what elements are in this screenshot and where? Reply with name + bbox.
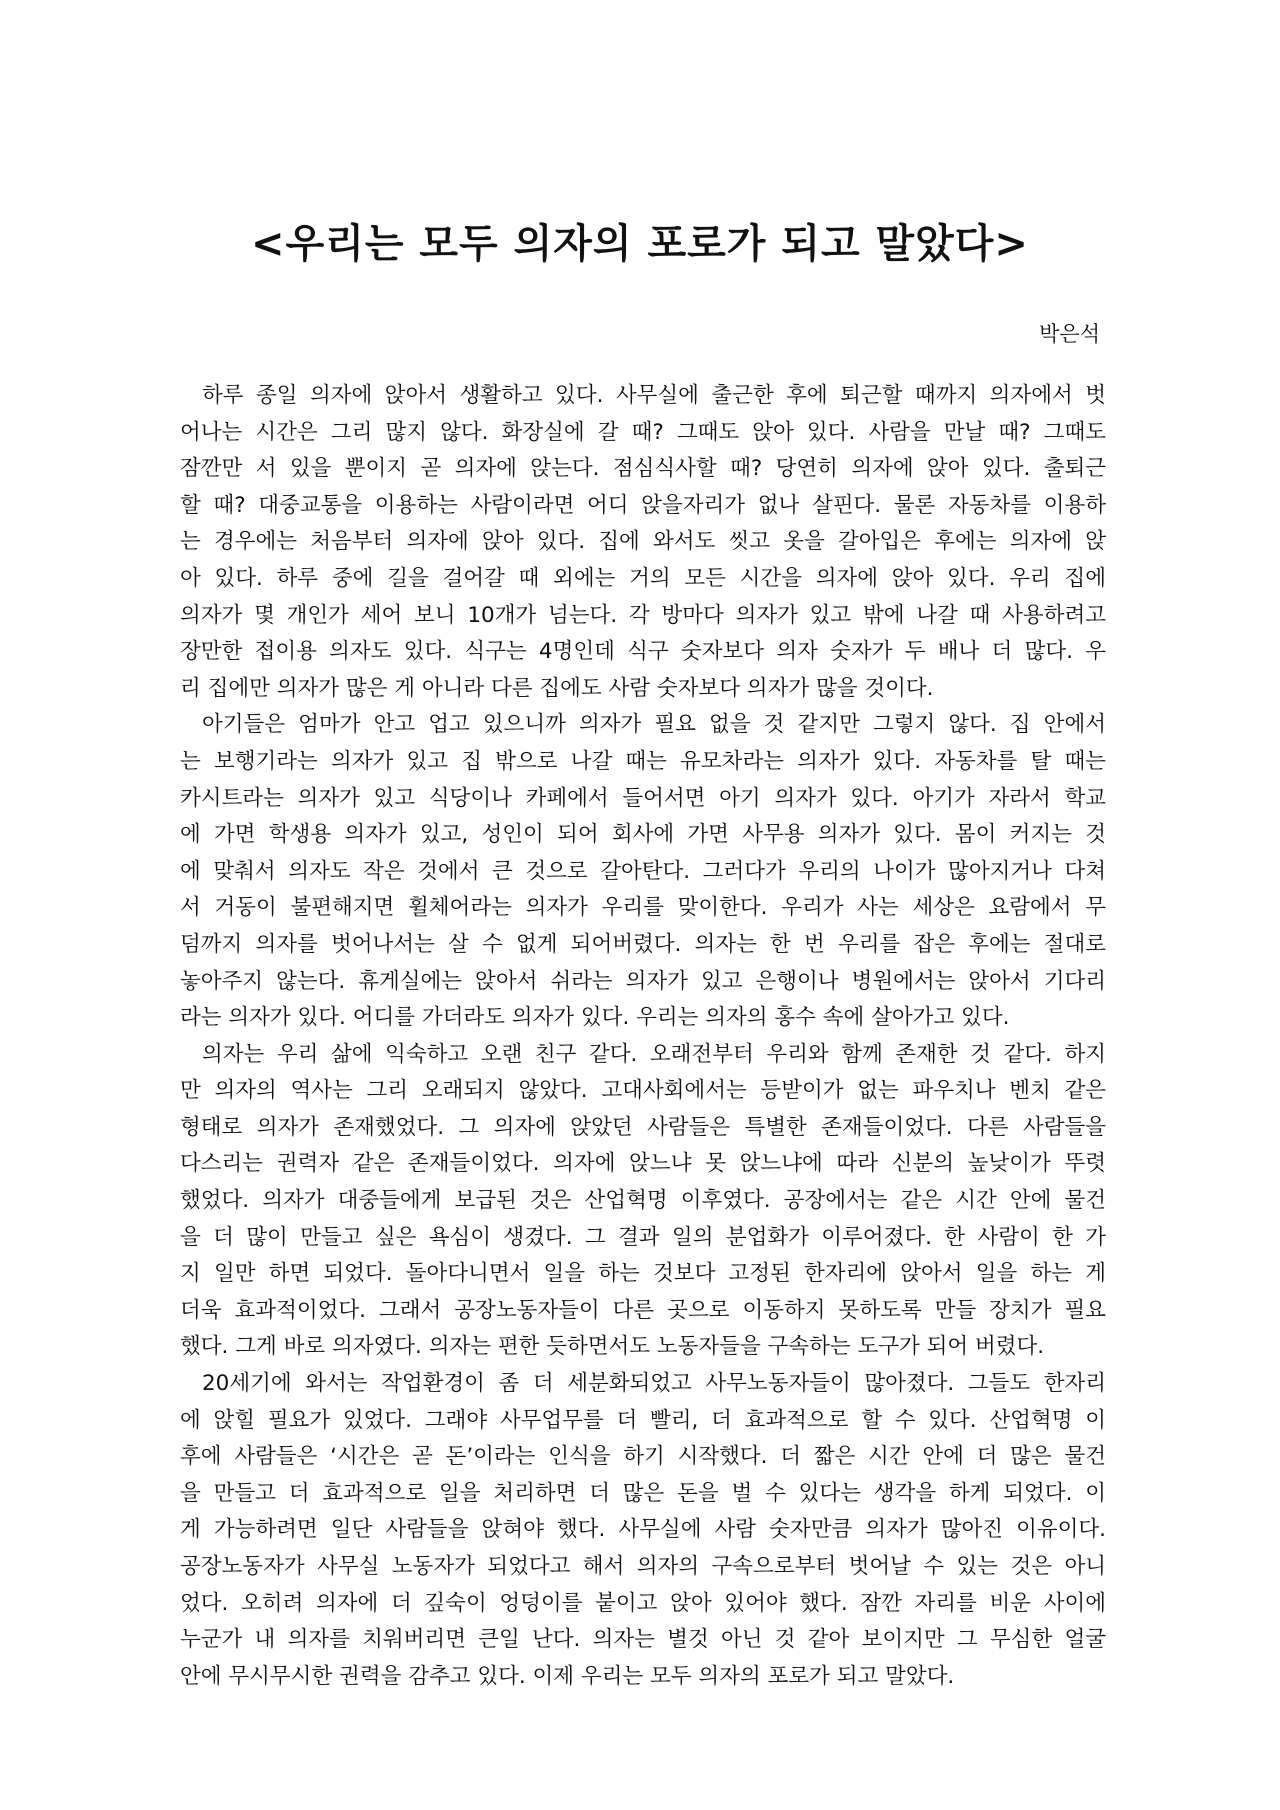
text-line: 잠깐만 서 있을 뿐이지 곧 의자에 앉는다. 점심식사할 때? 당연히 의자에 앉아 있다. 출퇴근	[180, 456, 1106, 482]
text-line: 할 때? 대중교통을 이용하는 사람이라면 어디 앉을자리가 없나 살핀다. 물론 자동차를 이용하	[180, 492, 1106, 518]
text-line: 후에 사람들은 ‘시간은 곧 돈’이라는 인식을 하기 시작했다. 더 짧은 시간 안에 더 많은 물건	[180, 1444, 1106, 1470]
text-line: 지 일만 하면 되었다. 돌아다니면서 일을 하는 것보다 고정된 한자리에 앉아서 일을 하는 게	[180, 1261, 1106, 1287]
text-line: 서 거동이 불편해지면 휠체어라는 의자가 우리를 맞이한다. 우리가 사는 세상은 요람에서 무	[180, 895, 1106, 921]
text-line: 다스리는 권력자 같은 존재들이었다. 의자에 앉느냐 못 앉느냐에 따라 신분의 높낮이가 뚜렷	[180, 1151, 1106, 1177]
document-title: <우리는 모두 의자의 포로가 되고 말았다>	[251, 221, 1029, 267]
text-line: 에 맞춰서 의자도 작은 것에서 큰 것으로 갈아탄다. 그러다가 우리의 나이가 많아지거나 다쳐	[180, 858, 1106, 884]
text-line: 형태로 의자가 존재했었다. 그 의자에 앉았던 사람들은 특별한 존재들이었다. 다른 사람들을	[180, 1114, 1106, 1140]
text-line: 의자가 몇 개인가 세어 보니 10개가 넘는다. 각 방마다 의자가 있고 밖에 나갈 때 사용하려고	[180, 602, 1106, 628]
text-line: 장만한 접이용 의자도 있다. 식구는 4명인데 식구 숫자보다 의자 숫자가 두 배나 더 많다. 우	[180, 639, 1106, 665]
paragraph	[180, 707, 1106, 1036]
text-line: 안에 무시무시한 권력을 감추고 있다. 이제 우리는 모두 의자의 포로가 되고 말았다.	[180, 1663, 955, 1689]
text-line: 아 있다. 하루 중에 길을 걸어갈 때 외에는 거의 모든 시간을 의자에 앉아 있다. 우리 집에	[180, 565, 1106, 591]
paragraph	[180, 378, 1106, 707]
author-name: 박은석	[1039, 322, 1100, 346]
text-line: 어나는 시간은 그리 많지 않다. 화장실에 갈 때? 그때도 앉아 있다. 사람을 만날 때? 그때도	[180, 419, 1106, 445]
text-line: 공장노동자가 사무실 노동자가 되었다고 해서 의자의 구속으로부터 벗어날 수 있는 것은 아니	[180, 1554, 1106, 1579]
paragraph	[180, 1366, 1106, 1695]
text-line: 만 의자의 역사는 그리 오래되지 않았다. 고대사회에서는 등받이가 없는 파우치나 벤치 같은	[180, 1078, 1106, 1104]
text-line: 을 만들고 더 효과적으로 일을 처리하면 더 많은 돈을 벌 수 있다는 생각을 하게 되었다. 이	[180, 1480, 1106, 1506]
text-line: 덤까지 의자를 벗어나서는 살 수 없게 되어버렸다. 의자는 한 번 우리를 잡은 후에는 절대로	[180, 931, 1106, 957]
text-line: 에 가면 학생용 의자가 있고, 성인이 되어 회사에 가면 사무용 의자가 있다. 몸이 커지는 것	[180, 822, 1106, 848]
text-line: 는 경우에는 처음부터 의자에 앉아 있다. 집에 와서도 씻고 옷을 갈아입은 후에는 의자에 앉	[180, 529, 1106, 555]
text-line: 을 더 많이 만들고 싶은 욕심이 생겼다. 그 결과 일의 분업화가 이루어졌다. 한 사람이 한 가	[180, 1224, 1106, 1250]
text-line: 했다. 그게 바로 의자였다. 의자는 편한 듯하면서도 노동자들을 구속하는 도구가 되어 버렸다.	[180, 1334, 1045, 1360]
text-line: 하루 종일 의자에 앉아서 생활하고 있다. 사무실에 출근한 후에 퇴근할 때까지 의자에서 벗	[202, 383, 1106, 408]
text-line: 는 보행기라는 의자가 있고 집 밖으로 나갈 때는 유모차라는 의자가 있다. 자동차를 탈 때는	[180, 748, 1106, 774]
text-line: 라는 의자가 있다. 어디를 가더라도 의자가 있다. 우리는 의자의 홍수 속에 살아가고 있다.	[180, 1005, 1010, 1031]
text-line: 20세기에 와서는 작업환경이 좀 더 세분화되었고 사무노동자들이 많아졌다. 그들도 한자리	[202, 1371, 1106, 1397]
text-line: 었다. 오히려 의자에 더 깊숙이 엉덩이를 붙이고 앉아 있어야 했다. 잠깐 자리를 비운 사이에	[180, 1590, 1106, 1616]
text-line: 의자는 우리 삶에 익숙하고 오랜 친구 같다. 오래전부터 우리와 함께 존재한 것 같다. 하지	[202, 1041, 1106, 1067]
text-line: 에 앉힐 필요가 있었다. 그래야 사무업무를 더 빨리, 더 효과적으로 할 수 있다. 산업혁명 이	[180, 1407, 1106, 1433]
text-line: 아기들은 엄마가 안고 업고 있으니까 의자가 필요 없을 것 같지만 그렇지 않다. 집 안에서	[202, 712, 1106, 738]
paragraph	[180, 1037, 1106, 1366]
text-line: 카시트라는 의자가 있고 식당이나 카페에서 들어서면 아기 의자가 있다. 아기가 자라서 학교	[180, 785, 1106, 811]
text-line: 했었다. 의자가 대중들에게 보급된 것은 산업혁명 이후였다. 공장에서는 같은 시간 안에 물건	[180, 1188, 1106, 1214]
document-body	[180, 378, 1106, 1695]
text-line: 놓아주지 않는다. 휴게실에는 앉아서 쉬라는 의자가 있고 은행이나 병원에서는 앉아서 기다리	[180, 968, 1106, 994]
text-line: 리 집에만 의자가 많은 게 아니라 다른 집에도 사람 숫자보다 의자가 많을 것이다.	[180, 675, 934, 701]
text-line: 게 가능하려면 일단 사람들을 앉혀야 했다. 사무실에 사람 숫자만큼 의자가 많아진 이유이다.	[180, 1517, 1106, 1543]
text-line: 누군가 내 의자를 치워버리면 큰일 난다. 의자는 별것 아닌 것 같아 보이지만 그 무심한 얼굴	[180, 1627, 1106, 1653]
text-line: 더욱 효과적이었다. 그래서 공장노동자들이 다른 곳으로 이동하지 못하도록 만들 장치가 필요	[180, 1297, 1106, 1323]
